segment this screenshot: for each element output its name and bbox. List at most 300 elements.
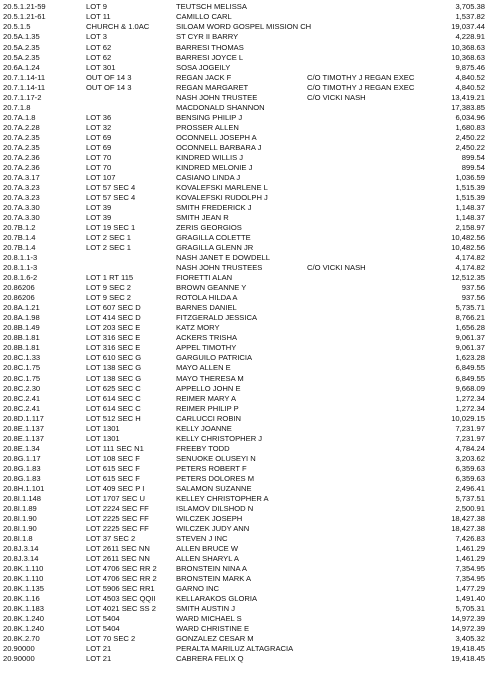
amount-due: 937.56 xyxy=(461,283,485,293)
owner-name: WARD CHRISTINE E xyxy=(176,624,250,634)
table-row xyxy=(0,534,488,543)
legal-description: LOT 2224 SEC FF xyxy=(86,503,149,513)
amount-due: 899.54 xyxy=(461,162,485,172)
table-row xyxy=(0,113,488,122)
owner-name: KELLARAKOS GLORIA xyxy=(176,594,258,604)
parcel-id: 20.7A.2.35 xyxy=(3,142,40,152)
amount-due: 10,482.56 xyxy=(451,233,485,243)
owner-name: GRAGILLA COLETTE xyxy=(176,233,251,243)
legal-description: LOT 70 xyxy=(86,152,112,162)
owner-name: APPEL TIMOTHY xyxy=(176,343,237,353)
table-row xyxy=(0,594,488,603)
legal-description: LOT 69 xyxy=(86,142,112,152)
owner-name: PROSSER ALLEN xyxy=(176,122,239,132)
parcel-id: 20.7A.2.35 xyxy=(3,132,40,142)
table-row xyxy=(0,564,488,573)
owner-name: WILCZEK JOSEPH xyxy=(176,513,243,523)
legal-description: LOT 625 SEC C xyxy=(86,383,141,393)
table-row xyxy=(0,514,488,523)
amount-due: 899.54 xyxy=(461,152,485,162)
parcel-id: 20.8J.3.14 xyxy=(3,554,39,564)
amount-due: 19,418.45 xyxy=(451,654,485,664)
parcel-id: 20.8I.1.90 xyxy=(3,523,37,533)
parcel-id: 20.8B.1.81 xyxy=(3,343,40,353)
amount-due: 14,972.39 xyxy=(451,624,485,634)
owner-name: MAYO THERESA M xyxy=(176,373,244,383)
legal-description: LOT 414 SEC D xyxy=(86,313,141,323)
owner-name: BRONSTEIN MARK A xyxy=(176,574,252,584)
legal-description: CHURCH & 1.0AC xyxy=(86,22,150,32)
parcel-id: 20.8K.1.183 xyxy=(3,604,44,614)
parcel-id: 20.90000 xyxy=(3,644,35,654)
table-row xyxy=(0,22,488,31)
parcel-id: 20.7.1.8 xyxy=(3,102,31,112)
legal-description: LOT 57 SEC 4 xyxy=(86,182,136,192)
owner-name: KINDRED MELONIE J xyxy=(176,162,253,172)
parcel-id: 20.8K.1.240 xyxy=(3,624,44,634)
parcel-id: 20.8H.1.101 xyxy=(3,483,45,493)
amount-due: 10,368.63 xyxy=(451,42,485,52)
legal-description: LOT 512 SEC H xyxy=(86,413,141,423)
owner-name: NASH JANET E DOWDELL xyxy=(176,253,270,263)
parcel-id: 20.6A.1.24 xyxy=(3,62,40,72)
amount-due: 4,174.82 xyxy=(455,253,485,263)
parcel-id: 20.7A.3.30 xyxy=(3,203,40,212)
legal-description: LOT 316 SEC E xyxy=(86,343,141,353)
amount-due: 1,680.83 xyxy=(455,122,485,132)
table-row xyxy=(0,223,488,232)
owner-name: WILCZEK JUDY ANN xyxy=(176,523,250,533)
table-row xyxy=(0,183,488,192)
table-row xyxy=(0,484,488,493)
parcel-id: 20.86206 xyxy=(3,293,35,303)
owner-name: SMITH FREDERICK J xyxy=(176,203,252,212)
legal-description: LOT 301 xyxy=(86,62,116,72)
legal-description: LOT 2611 SEC NN xyxy=(86,544,150,554)
owner-name: FREEBY TODD xyxy=(176,443,230,453)
amount-due: 3,203.62 xyxy=(455,453,485,463)
parcel-id: 20.8G.1.83 xyxy=(3,463,41,473)
table-row xyxy=(0,203,488,212)
table-row xyxy=(0,604,488,613)
parcel-id: 20.8.1.6-2 xyxy=(3,273,38,283)
amount-due: 9,061.37 xyxy=(455,333,485,343)
parcel-id: 20.8A.1.98 xyxy=(3,313,40,323)
owner-name: SMITH JEAN R xyxy=(176,213,229,223)
parcel-id: 20.7A.2.36 xyxy=(3,152,40,162)
parcel-id: 20.8K.1.240 xyxy=(3,614,44,624)
legal-description: LOT 39 xyxy=(86,203,112,212)
table-row xyxy=(0,494,488,503)
amount-due: 9,668.09 xyxy=(455,383,485,393)
amount-due: 10,368.63 xyxy=(451,52,485,62)
owner-name: STEVEN J INC xyxy=(176,533,228,543)
owner-name: BARRESI JOYCE L xyxy=(176,52,244,62)
parcel-id: 20.7B.1.4 xyxy=(3,243,36,253)
parcel-id: 20.8C.2.30 xyxy=(3,383,41,393)
legal-description: LOT 62 xyxy=(86,42,112,52)
owner-name: BRONSTEIN NINA A xyxy=(176,564,247,574)
table-row xyxy=(0,103,488,112)
legal-description: OUT OF 14 3 xyxy=(86,82,132,92)
owner-name: KOVALEFSKI RUDOLPH J xyxy=(176,192,268,202)
legal-description: LOT 610 SEC G xyxy=(86,353,142,363)
legal-description: LOT 1301 xyxy=(86,423,120,433)
parcel-id: 20.8E.1.137 xyxy=(3,433,44,443)
legal-description: LOT 32 xyxy=(86,122,112,132)
owner-name: TEUTSCH MELISSA xyxy=(176,2,247,12)
legal-description: LOT 107 xyxy=(86,172,116,182)
table-row xyxy=(0,444,488,453)
amount-due: 3,405.32 xyxy=(455,634,485,644)
owner-name: GARNO INC xyxy=(176,584,220,594)
table-row xyxy=(0,614,488,623)
parcel-id: 20.5A.2.35 xyxy=(3,42,40,52)
legal-description: LOT 2 SEC 1 xyxy=(86,243,132,253)
amount-due: 7,231.97 xyxy=(455,433,485,443)
amount-due: 1,272.34 xyxy=(455,403,485,413)
table-row xyxy=(0,574,488,583)
amount-due: 10,029.15 xyxy=(451,413,485,423)
owner-name: KELLEY CHRISTOPHER A xyxy=(176,493,269,503)
legal-description: LOT 9 SEC 2 xyxy=(86,293,132,303)
legal-description: LOT 11 xyxy=(86,12,111,22)
table-row xyxy=(0,333,488,342)
amount-due: 5,737.51 xyxy=(455,493,485,503)
table-row xyxy=(0,173,488,182)
amount-due: 1,656.28 xyxy=(455,323,485,333)
owner-name: OCONNELL JOSEPH A xyxy=(176,132,257,142)
amount-due: 4,228.91 xyxy=(455,32,485,42)
owner-name: SILOAM WORD GOSPEL MISSION CH xyxy=(176,22,312,32)
parcel-id: 20.7.1.14-11 xyxy=(3,72,46,82)
amount-due: 6,849.55 xyxy=(455,373,485,383)
owner-name: ZERIS GEORGIOS xyxy=(176,223,242,233)
legal-description: LOT 138 SEC G xyxy=(86,373,142,383)
parcel-id: 20.86206 xyxy=(3,283,35,293)
parcel-id: 20.8I.1.89 xyxy=(3,503,37,513)
table-row xyxy=(0,624,488,633)
parcel-id: 20.7A.3.30 xyxy=(3,213,40,223)
table-row xyxy=(0,644,488,653)
legal-description: LOT 3 xyxy=(86,32,107,42)
amount-due: 13,419.21 xyxy=(451,92,485,102)
care-of: C/O TIMOTHY J REGAN EXEC xyxy=(307,72,415,82)
owner-name: SOSA JOGEILY xyxy=(176,62,231,72)
amount-due: 1,491.40 xyxy=(455,594,485,604)
parcel-id: 20.8I.1.90 xyxy=(3,513,37,523)
owner-name: ST CYR II BARRY xyxy=(176,32,239,42)
amount-due: 7,426.83 xyxy=(455,533,485,543)
legal-description: LOT 203 SEC E xyxy=(86,323,141,333)
legal-description: LOT 614 SEC C xyxy=(86,403,141,413)
legal-description: LOT 4706 SEC RR 2 xyxy=(86,564,157,574)
owner-name: KELLY CHRISTOPHER J xyxy=(176,433,263,443)
owner-name: SENUOKE OLUSEYI N xyxy=(176,453,256,463)
table-row xyxy=(0,584,488,593)
table-row xyxy=(0,143,488,152)
parcel-id: 20.8K.1.110 xyxy=(3,564,44,574)
legal-description: LOT 36 xyxy=(86,112,112,122)
table-row xyxy=(0,634,488,643)
legal-description: LOT 2 SEC 1 xyxy=(86,233,132,243)
table-row xyxy=(0,414,488,423)
amount-due: 1,148.37 xyxy=(455,203,485,212)
table-row xyxy=(0,153,488,162)
owner-name: KATZ MORY xyxy=(176,323,220,333)
amount-due: 1,461.29 xyxy=(455,554,485,564)
amount-due: 2,496.41 xyxy=(455,483,485,493)
parcel-id: 20.7.1.17-2 xyxy=(3,92,42,102)
owner-name: CAMILLO CARL xyxy=(176,12,232,22)
amount-due: 937.56 xyxy=(461,293,485,303)
owner-name: BARNES DANIEL xyxy=(176,303,237,313)
amount-due: 6,034.96 xyxy=(455,112,485,122)
table-row xyxy=(0,454,488,463)
legal-description: LOT 9 SEC 2 xyxy=(86,283,132,293)
owner-name: PETERS ROBERT F xyxy=(176,463,247,473)
legal-description: LOT 607 SEC D xyxy=(86,303,141,313)
legal-description: LOT 57 SEC 4 xyxy=(86,192,136,202)
owner-name: PERALTA MARILUZ ALTAGRACIA xyxy=(176,644,294,654)
amount-due: 1,515.39 xyxy=(455,192,485,202)
amount-due: 8,766.21 xyxy=(455,313,485,323)
owner-name: FIORETTI ALAN xyxy=(176,273,233,283)
owner-name: WARD MICHAEL S xyxy=(176,614,242,624)
table-row xyxy=(0,504,488,513)
owner-name: NASH JOHN TRUSTEE xyxy=(176,92,258,102)
amount-due: 17,383.85 xyxy=(451,102,485,112)
amount-due: 1,461.29 xyxy=(455,544,485,554)
owner-name: KINDRED WILLIS J xyxy=(176,152,244,162)
parcel-id: 20.7A.2.36 xyxy=(3,162,40,172)
table-row xyxy=(0,123,488,132)
amount-due: 12,512.35 xyxy=(451,273,485,283)
table-row xyxy=(0,554,488,563)
parcel-id: 20.8A.1.21 xyxy=(3,303,40,313)
amount-due: 19,037.44 xyxy=(451,22,485,32)
parcel-id: 20.7A.3.17 xyxy=(3,172,40,182)
parcel-id: 20.90000 xyxy=(3,654,35,664)
table-row xyxy=(0,283,488,292)
legal-description: LOT 138 SEC G xyxy=(86,363,142,373)
amount-due: 5,735.71 xyxy=(455,303,485,313)
parcel-id: 20.7A.1.8 xyxy=(3,112,36,122)
amount-due: 2,158.97 xyxy=(455,223,485,233)
table-row xyxy=(0,12,488,21)
amount-due: 5,705.31 xyxy=(455,604,485,614)
owner-name: ACKERS TRISHA xyxy=(176,333,238,343)
parcel-id: 20.7A.3.23 xyxy=(3,192,40,202)
amount-due: 1,623.28 xyxy=(455,353,485,363)
legal-description: LOT 614 SEC C xyxy=(86,393,141,403)
parcel-id: 20.5.1.21-61 xyxy=(3,12,46,22)
legal-description: LOT 5404 xyxy=(86,624,120,634)
table-row xyxy=(0,524,488,533)
parcel-id: 20.7A.3.23 xyxy=(3,182,40,192)
parcel-id: 20.8I.1.8 xyxy=(3,533,33,543)
legal-description: LOT 4503 SEC QQII xyxy=(86,594,156,604)
owner-name: BARRESI THOMAS xyxy=(176,42,244,52)
legal-description: LOT 1 RT 115 xyxy=(86,273,134,283)
table-row xyxy=(0,374,488,383)
owner-name: MAYO ALLEN E xyxy=(176,363,231,373)
table-row xyxy=(0,424,488,433)
parcel-id: 20.8B.1.49 xyxy=(3,323,40,333)
table-row xyxy=(0,233,488,242)
amount-due: 1,036.59 xyxy=(455,172,485,182)
parcel-id: 20.8.1.1-3 xyxy=(3,263,38,273)
amount-due: 1,537.82 xyxy=(455,12,485,22)
parcel-id: 20.8C.1.33 xyxy=(3,353,41,363)
amount-due: 14,972.39 xyxy=(451,614,485,624)
legal-description: LOT 21 xyxy=(86,654,112,664)
amount-due: 6,359.63 xyxy=(455,473,485,483)
amount-due: 19,418.45 xyxy=(451,644,485,654)
parcel-id: 20.8B.1.81 xyxy=(3,333,40,343)
amount-due: 4,840.52 xyxy=(455,82,485,92)
table-row xyxy=(0,474,488,483)
care-of: C/O TIMOTHY J REGAN EXEC xyxy=(307,82,415,92)
legal-description: LOT 2225 SEC FF xyxy=(86,513,149,523)
amount-due: 7,354.95 xyxy=(455,574,485,584)
amount-due: 4,840.52 xyxy=(455,72,485,82)
table-row xyxy=(0,43,488,52)
parcel-id: 20.5A.2.35 xyxy=(3,52,40,62)
owner-name: ALLEN SHARYL A xyxy=(176,554,239,564)
legal-description: LOT 21 xyxy=(86,644,112,654)
owner-name: REIMER MARY A xyxy=(176,393,237,403)
table-row xyxy=(0,193,488,202)
legal-description: LOT 37 SEC 2 xyxy=(86,533,136,543)
legal-description: LOT 1707 SEC U xyxy=(86,493,145,503)
table-row xyxy=(0,404,488,413)
legal-description: LOT 111 SEC N1 xyxy=(86,443,144,453)
parcel-id: 20.8K.1.135 xyxy=(3,584,44,594)
parcel-id: 20.5.1.5 xyxy=(3,22,31,32)
parcel-id: 20.8C.1.75 xyxy=(3,373,41,383)
parcel-id: 20.7.1.14-11 xyxy=(3,82,46,92)
legal-description: LOT 2225 SEC FF xyxy=(86,523,149,533)
table-row xyxy=(0,93,488,102)
parcel-id: 20.7A.2.28 xyxy=(3,122,40,132)
legal-description: LOT 70 SEC 2 xyxy=(86,634,136,644)
table-row xyxy=(0,303,488,312)
amount-due: 1,477.29 xyxy=(455,584,485,594)
amount-due: 2,500.91 xyxy=(455,503,485,513)
amount-due: 1,515.39 xyxy=(455,182,485,192)
amount-due: 9,875.46 xyxy=(455,62,485,72)
table-row xyxy=(0,464,488,473)
table-row xyxy=(0,313,488,322)
table-row xyxy=(0,263,488,272)
table-row xyxy=(0,243,488,252)
table-row xyxy=(0,32,488,41)
owner-name: CABRERA FELIX Q xyxy=(176,654,244,664)
owner-name: REGAN MARGARET xyxy=(176,82,249,92)
legal-description: LOT 70 xyxy=(86,162,112,172)
parcel-id: 20.8.1.1-3 xyxy=(3,253,38,263)
legal-description: LOT 4706 SEC RR 2 xyxy=(86,574,157,584)
table-row xyxy=(0,163,488,172)
owner-name: MACDONALD SHANNON xyxy=(176,102,265,112)
table-row xyxy=(0,293,488,302)
legal-description: LOT 4021 SEC SS 2 xyxy=(86,604,156,614)
amount-due: 1,272.34 xyxy=(455,393,485,403)
parcel-id: 20.8K.1.110 xyxy=(3,574,44,584)
amount-due: 7,231.97 xyxy=(455,423,485,433)
parcel-id: 20.8G.1.83 xyxy=(3,473,41,483)
table-row xyxy=(0,83,488,92)
legal-description: LOT 615 SEC F xyxy=(86,463,140,473)
owner-name: ISLAMOV DILSHOD N xyxy=(176,503,254,513)
owner-name: BENSING PHILIP J xyxy=(176,112,243,122)
parcel-id: 20.5A.1.35 xyxy=(3,32,40,42)
parcel-id: 20.8G.1.17 xyxy=(3,453,41,463)
amount-due: 9,061.37 xyxy=(455,343,485,353)
owner-name: OCONNELL BARBARA J xyxy=(176,142,262,152)
legal-description: LOT 1301 xyxy=(86,433,120,443)
table-row xyxy=(0,73,488,82)
table-row xyxy=(0,544,488,553)
owner-name: ALLEN BRUCE W xyxy=(176,544,239,554)
owner-name: APPELLO JOHN E xyxy=(176,383,241,393)
parcel-id: 20.8C.2.41 xyxy=(3,403,41,413)
table-row xyxy=(0,253,488,262)
table-row xyxy=(0,384,488,393)
amount-due: 18,427.38 xyxy=(451,523,485,533)
owner-name: CARLUCCI ROBIN xyxy=(176,413,241,423)
amount-due: 2,450.22 xyxy=(455,142,485,152)
owner-name: SALAMON SUZANNE xyxy=(176,483,252,493)
parcel-id: 20.8E.1.34 xyxy=(3,443,40,453)
table-row xyxy=(0,53,488,62)
owner-name: SMITH AUSTIN J xyxy=(176,604,236,614)
table-row xyxy=(0,213,488,222)
owner-name: GARGUILO PATRICIA xyxy=(176,353,253,363)
care-of: C/O VICKI NASH xyxy=(307,263,366,273)
owner-name: GONZALEZ CESAR M xyxy=(176,634,254,644)
amount-due: 6,359.63 xyxy=(455,463,485,473)
parcel-id: 20.5.1.21-59 xyxy=(3,2,46,12)
parcel-id: 20.8D.1.117 xyxy=(3,413,44,423)
legal-description: LOT 69 xyxy=(86,132,112,142)
legal-description: LOT 5404 xyxy=(86,614,120,624)
amount-due: 6,849.55 xyxy=(455,363,485,373)
legal-description: OUT OF 14 3 xyxy=(86,72,132,82)
legal-description: LOT 615 SEC F xyxy=(86,473,140,483)
table-row xyxy=(0,2,488,11)
table-row xyxy=(0,434,488,443)
table-row xyxy=(0,323,488,332)
table-row xyxy=(0,363,488,372)
table-row xyxy=(0,273,488,282)
table-row xyxy=(0,654,488,663)
parcel-id: 20.7B.1.4 xyxy=(3,233,36,243)
owner-name: GRAGILLA GLENN JR xyxy=(176,243,254,253)
owner-name: PETERS DOLORES M xyxy=(176,473,255,483)
owner-name: NASH JOHN TRUSTEES xyxy=(176,263,263,273)
table-row xyxy=(0,353,488,362)
table-row xyxy=(0,63,488,72)
table-row xyxy=(0,394,488,403)
parcel-id: 20.7B.1.2 xyxy=(3,223,36,233)
owner-name: REGAN JACK F xyxy=(176,72,232,82)
legal-description: LOT 62 xyxy=(86,52,112,62)
parcel-id: 20.8E.1.137 xyxy=(3,423,44,433)
amount-due: 10,482.56 xyxy=(451,243,485,253)
amount-due: 3,705.38 xyxy=(455,2,485,12)
